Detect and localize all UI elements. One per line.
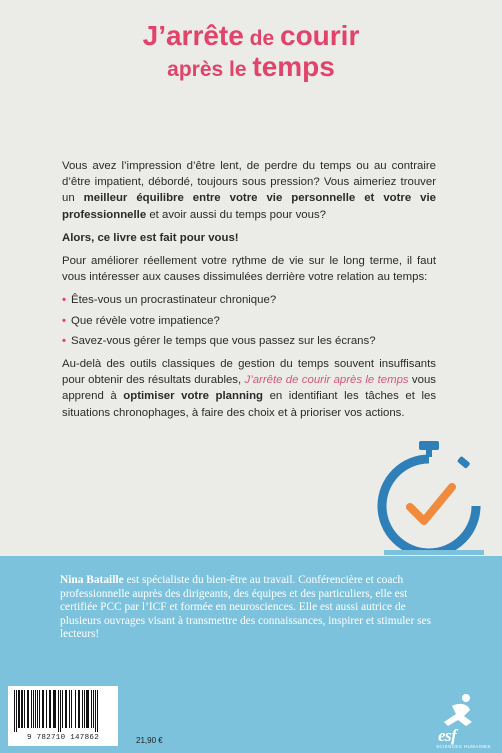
barcode-bar (35, 690, 36, 728)
stopwatch-check-icon (374, 437, 484, 555)
barcode-bar (27, 690, 29, 728)
blurb-paragraph-1: Vous avez l’impression d’être lent, de perdre du temps ou au contraire d’être impatient, débordé, toujours sous pression? Vous aimeriez trouver un meilleur équilibre entre votre vie personnelle et votre vie professionnelle et avoir aussi du temps pour vous? (62, 160, 436, 221)
barcode-bar (16, 690, 17, 732)
blurb-paragraph-4: Au-delà des outils classiques de gestion du temps souvent insuffisants pour obtenir des résultats durables, J’arrête de courir après le temps vous apprend à optimiser votre planning en identifiant les tâches et les situations chronophages, à faire des choix et à prioriser vos actions. (62, 358, 437, 419)
barcode-bar (42, 690, 44, 728)
title-line-1: J’arrête de courir (142, 20, 360, 51)
barcode-bar (95, 690, 96, 732)
barcode-bar (18, 690, 20, 728)
barcode-bar (46, 690, 47, 728)
bullet-icon: • (62, 314, 66, 327)
barcode-bar (69, 690, 70, 728)
barcode-bar (82, 690, 83, 728)
barcode-bar (91, 690, 92, 728)
blurb-paragraph-3: Pour améliorer réellement votre rythme de vie sur le long terme, il faut vous intéresser aux causes dissimulées derrière votre relation au temps: (62, 255, 436, 284)
barcode-bar (49, 690, 51, 728)
bullet-icon: • (62, 294, 66, 307)
list-item: • Que révèle votre impatience? (62, 313, 436, 329)
barcode-bar (84, 690, 85, 728)
barcode (8, 686, 118, 746)
author-name: Nina Bataille (60, 574, 124, 586)
checkmark-icon (410, 487, 452, 521)
blurb (62, 158, 436, 428)
barcode-bar (60, 690, 61, 732)
barcode-bar (62, 690, 63, 728)
stopwatch-icon (374, 437, 484, 555)
book-title (0, 20, 502, 83)
barcode-bar (31, 690, 32, 728)
barcode-bar (75, 690, 76, 728)
barcode-bar (78, 690, 80, 728)
barcode-icon (8, 686, 118, 734)
barcode-bar (97, 690, 98, 732)
barcode-bar (37, 690, 38, 728)
barcode-bar (86, 690, 88, 728)
barcode-bar (71, 690, 72, 728)
blurb-paragraph-2: Alors, ce livre est fait pour vous! (62, 231, 239, 244)
question-list (62, 292, 436, 349)
barcode-bar (65, 690, 67, 728)
barcode-bar (88, 690, 89, 728)
isbn-number: 9 782710 147862 (26, 734, 99, 742)
barcode-bar (93, 690, 94, 728)
price: 21,90 € (136, 736, 163, 745)
author-bio: Nina Bataille est spécialiste du bien-être au travail. Conférencière et coach professionnelle auprès des dirigeants, des équipes et des particuliers, elle est certifiée PCC par l’ICF et formée en neurosciences. Elle est aussi autrice de plusieurs ouvrages visant à transmettre des connaissances, inspirer et stimuler ses lecteurs! (60, 574, 432, 641)
barcode-bar (39, 690, 40, 728)
list-item: • Êtes-vous un procrastinateur chronique? (62, 292, 436, 308)
barcode-bar (53, 690, 55, 728)
barcode-bar (58, 690, 59, 732)
barcode-bar (33, 690, 34, 728)
barcode-bar (55, 690, 56, 728)
title-line-2: après le temps (167, 51, 335, 83)
barcode-bar (21, 690, 23, 728)
publisher-logo: esf (438, 726, 457, 745)
publisher-subtitle: SCIENCES HUMAINES (436, 744, 491, 749)
bullet-icon: • (62, 334, 66, 347)
barcode-bar (14, 690, 15, 732)
barcode-bar (24, 690, 25, 728)
list-item: • Savez-vous gérer le temps que vous passez sur les écrans? (62, 333, 436, 349)
